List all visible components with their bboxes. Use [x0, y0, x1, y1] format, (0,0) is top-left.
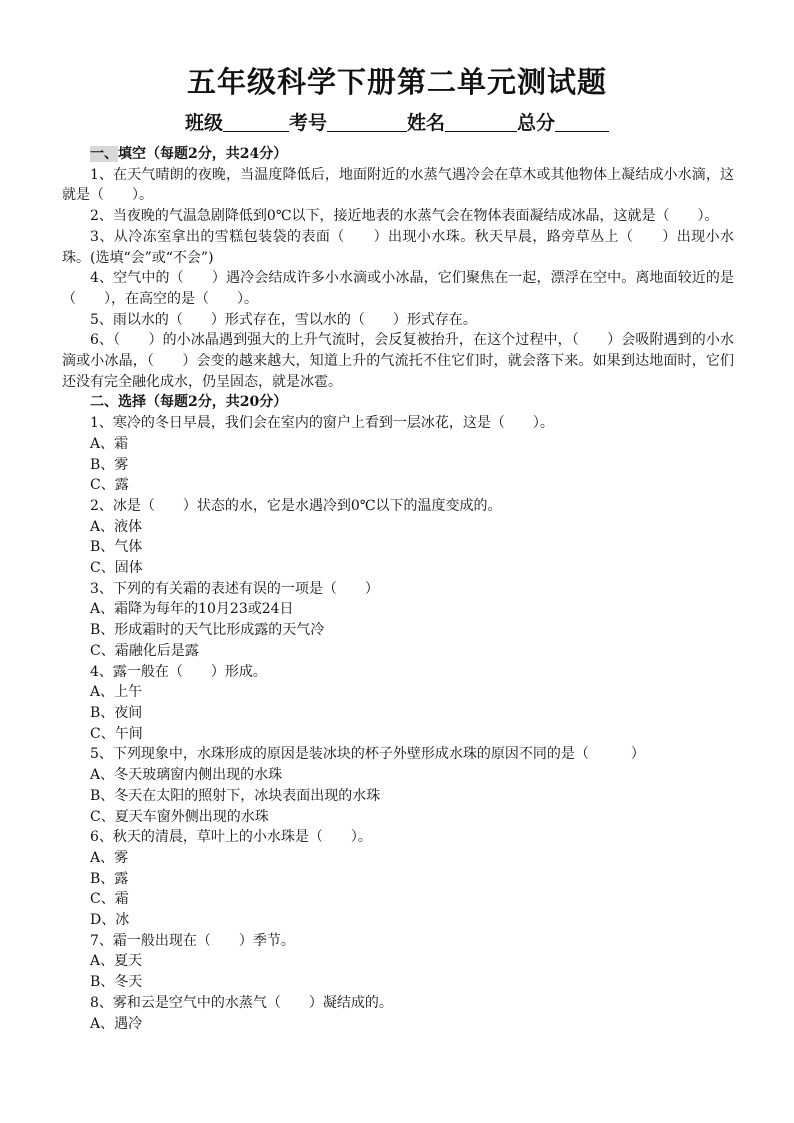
choice-option: B、气体: [90, 539, 143, 556]
choice-option: C、固体: [90, 560, 143, 577]
exam-content: [62, 144, 734, 1034]
choice-option: A、霜: [90, 435, 129, 452]
choice-option: B、形成霜时的天气比形成露的天气冷: [90, 622, 325, 639]
student-info-row: [0, 110, 794, 136]
choice-question: 8、雾和云是空气中的水蒸气（ ）凝结成的。: [90, 994, 393, 1011]
choice-option: A、霜降为每年的10月23或24日: [90, 601, 294, 618]
choice-option: B、露: [90, 870, 129, 887]
choice-option: C、霜融化后是露: [90, 642, 199, 659]
choice-option: A、上午: [90, 684, 143, 701]
choice-question: 6、秋天的清晨，草叶上的小水珠是（ ）。: [90, 829, 372, 846]
choice-question: 5、下列现象中，水珠形成的原因是装冰块的杯子外壁形成水珠的原因不同的是（ ）: [90, 746, 645, 763]
choice-question: 4、露一般在（ ）形成。: [90, 663, 267, 680]
choice-question: 2、冰是（ ）状态的水，它是水遇冷到0℃以下的温度变成的。: [90, 497, 502, 514]
choice-option: C、霜: [90, 891, 129, 908]
page-title: 五年级科学下册第二单元测试题: [186, 65, 607, 99]
section-number-highlight: 一、: [90, 146, 118, 162]
class-blank: [223, 111, 289, 132]
choice-question: 1、寒冷的冬日早晨，我们会在室内的窗户上看到一层冰花，这是（ ）。: [90, 415, 554, 432]
choice-option: D、冰: [90, 912, 130, 929]
choice-question: 7、霜一般出现在（ ）季节。: [90, 932, 295, 949]
total-score-blank: [555, 111, 609, 132]
choice-option: A、冬天玻璃窗内侧出现的水珠: [90, 767, 283, 784]
total-score-label: 总分: [517, 112, 556, 134]
choice-option: B、冬天: [90, 974, 143, 991]
exam-number-label: 考号: [288, 112, 327, 134]
fill-in-question: 6、（ ）的小冰晶遇到强大的上升气流时，会反复被抬升，在这个过程中，（ ）会吸附遇到的小水滴或小冰晶，（ ）会变的越来越大，知道上升的气流托不住它们时，就会落下来。如果到达地面时，它们还没有完全融化成水，仍呈固态，就是冰雹。: [62, 332, 734, 390]
choice-option: C、午间: [90, 725, 143, 742]
choice-option: A、雾: [90, 849, 129, 866]
choice-option: B、雾: [90, 456, 129, 473]
choice-option: A、遇冷: [90, 1015, 143, 1032]
section-heading-fill-in: 一、填空（每题2分，共24分）: [90, 146, 288, 162]
choice-option: C、露: [90, 477, 129, 494]
exam-number-blank: [327, 111, 407, 132]
choice-option: C、夏天车窗外侧出现的水珠: [90, 808, 269, 825]
fill-in-question: 4、空气中的（ ）遇冷会结成许多小水滴或小冰晶，它们聚焦在一起，漂浮在空中。离地面较近的是（ ），在高空的是（ ）。: [62, 270, 734, 307]
fill-in-question: 1、在天气晴朗的夜晚，当温度降低后，地面附近的水蒸气遇冷会在草木或其他物体上凝结成小水滴，这就是（ ）。: [62, 166, 734, 204]
choice-option: B、冬天在太阳的照射下，冰块表面出现的水珠: [90, 787, 381, 804]
fill-in-question: 5、雨以水的（ ）形式存在，雪以水的（ ）形式存在。: [90, 311, 477, 328]
choice-option: A、夏天: [90, 953, 143, 970]
name-label: 姓名: [407, 112, 446, 134]
fill-in-question: 3、从冷冻室拿出的雪糕包装袋的表面（ ）出现小水珠。秋天早晨，路旁草丛上（ ）出现小水珠。(选填“会”或“不会”): [62, 228, 734, 266]
class-label: 班级: [184, 112, 223, 134]
name-blank: [445, 111, 517, 132]
choice-option: A、液体: [90, 518, 143, 535]
choice-option: B、夜间: [90, 704, 143, 721]
section-heading-multiple-choice: 二、选择（每题2分，共20分）: [90, 394, 288, 411]
fill-in-question: 2、当夜晚的气温急剧降低到0℃以下，接近地表的水蒸气会在物体表面凝结成冰晶，这就是（ ）。: [90, 208, 719, 225]
choice-question: 3、下列的有关霜的表述有误的一项是（ ）: [90, 580, 379, 597]
